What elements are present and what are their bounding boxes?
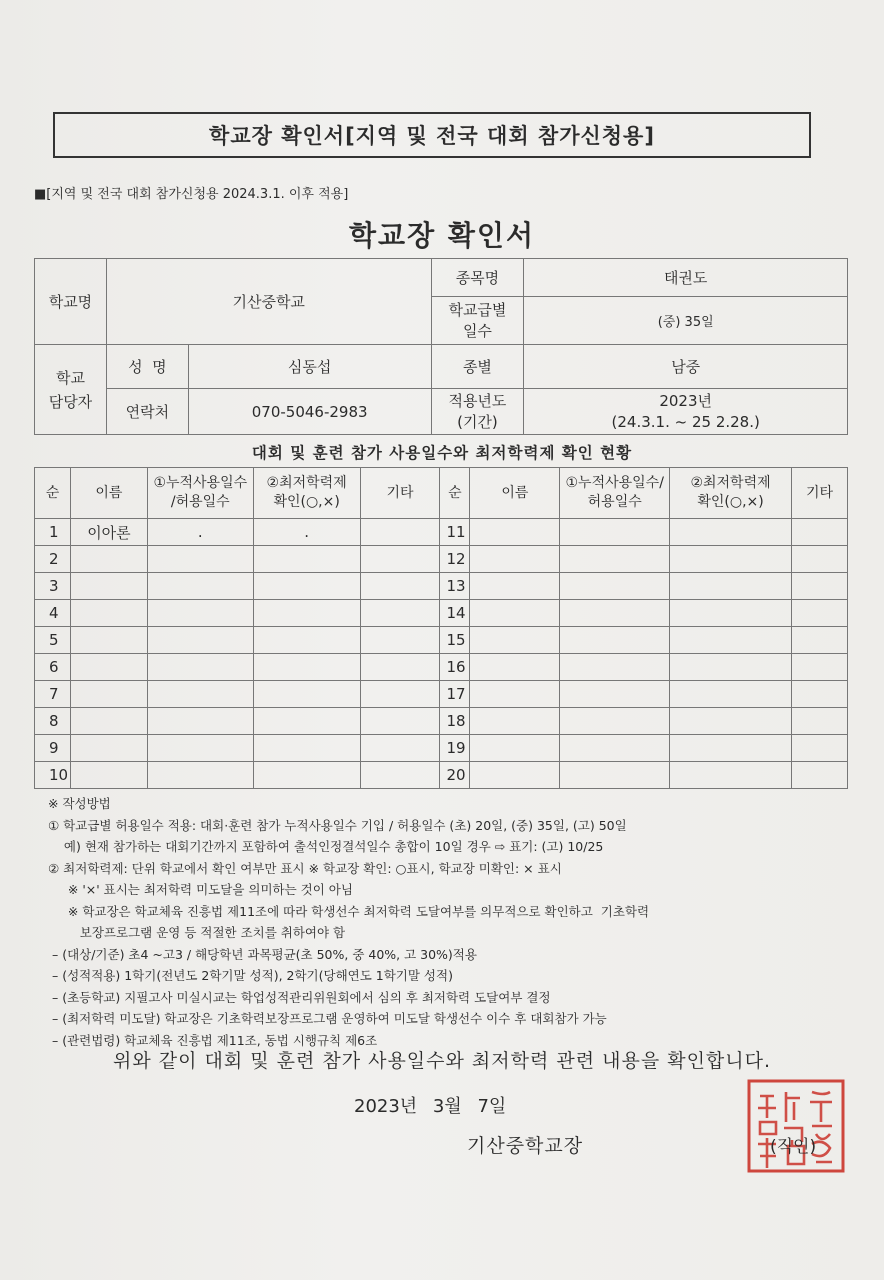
min-grade-check-right [670, 654, 792, 681]
writing-guide [48, 793, 848, 1051]
row-number: 8 [35, 708, 71, 735]
table-row [35, 654, 848, 681]
category-label: 종별 [431, 345, 524, 389]
etc-cell [360, 573, 440, 600]
category-value: 남중 [524, 345, 848, 389]
student-name: 이아론 [70, 519, 147, 546]
student-name [70, 627, 147, 654]
table-row [35, 600, 848, 627]
student-name [70, 573, 147, 600]
year-label: 적용년도 (기간) [431, 389, 524, 435]
guide-line: – (대상/기준) 초4 ~고3 / 해당학년 과목평균(초 50%, 중 40%, 고 30%)적용 [48, 946, 477, 962]
etc-cell-right [791, 762, 847, 789]
days-used-right [560, 519, 670, 546]
row-number: 1 [35, 519, 71, 546]
table-row [35, 573, 848, 600]
student-name-right [470, 735, 560, 762]
days-used [147, 573, 253, 600]
days-used [147, 681, 253, 708]
etc-cell [360, 654, 440, 681]
guide-line: ① 학교급별 허용일수 적용: 대회·훈련 참가 누적사용일수 기입 / 허용일수 (초) 20일, (중) 35일, (고) 50일 [48, 817, 627, 833]
header-min-grade: ②최저학력제 확인(○,×) [253, 468, 360, 519]
header-etc: 기타 [360, 468, 440, 519]
row-number-right: 13 [440, 573, 470, 600]
days-used [147, 735, 253, 762]
min-grade-check-right [670, 600, 792, 627]
manager-label: 학교 담당자 [35, 345, 107, 435]
days-used-right [560, 573, 670, 600]
school-label: 학교명 [35, 259, 107, 345]
event-label: 종목명 [431, 259, 524, 297]
table-row [35, 546, 848, 573]
guide-line: – (성적적용) 1학기(전년도 2학기말 성적), 2학기(당해연도 1학기말 성적) [48, 968, 453, 983]
guide-line: ※ 작성방법 [48, 796, 111, 811]
min-grade-check-right [670, 708, 792, 735]
min-grade-check: . [253, 519, 360, 546]
contact-label: 연락처 [106, 389, 188, 435]
confirmation-statement: 위와 같이 대회 및 훈련 참가 사용일수와 최저학력 관련 내용을 확인합니다. [112, 1050, 772, 1072]
section-title: 대회 및 훈련 참가 사용일수와 최저학력제 확인 현황 [251, 444, 633, 462]
issue-date: 2023년 3월 7일 [354, 1096, 507, 1117]
header-name: 이름 [70, 468, 147, 519]
min-grade-check [253, 735, 360, 762]
table-row [35, 735, 848, 762]
days-label: 학교급별 일수 [431, 297, 524, 345]
etc-cell [360, 762, 440, 789]
etc-cell-right [791, 681, 847, 708]
principal-name: 기산중학교장 [467, 1135, 584, 1157]
row-number: 6 [35, 654, 71, 681]
days-used-right [560, 546, 670, 573]
days-value: (중) 35일 [524, 297, 848, 345]
student-name [70, 654, 147, 681]
student-name-right [470, 708, 560, 735]
row-number: 2 [35, 546, 71, 573]
guide-line: ※ 학교장은 학교체육 진흥법 제11조에 따라 학생선수 최저학력 도달여부를 의무적으로 확인하고 기초학력 [48, 903, 650, 919]
guide-line: 예) 현재 참가하는 대회기간까지 포함하여 출석인정결석일수 총합이 10일 경우 ⇨ 표기: (고) 10/25 [48, 839, 604, 854]
row-number-right: 17 [440, 681, 470, 708]
days-used-right [560, 627, 670, 654]
row-number-right: 11 [440, 519, 470, 546]
days-used [147, 546, 253, 573]
row-number: 3 [35, 573, 71, 600]
days-used-right [560, 654, 670, 681]
document-title: 학교장 확인서[지역 및 전국 대회 참가신청용] [53, 112, 811, 158]
days-used-right [560, 600, 670, 627]
student-name-right [470, 600, 560, 627]
row-number-right: 14 [440, 600, 470, 627]
etc-cell [360, 681, 440, 708]
row-number-right: 16 [440, 654, 470, 681]
student-name [70, 681, 147, 708]
student-name [70, 600, 147, 627]
info-table [34, 258, 848, 435]
etc-cell-right [791, 573, 847, 600]
table-row [35, 762, 848, 789]
row-number-right: 19 [440, 735, 470, 762]
etc-cell [360, 546, 440, 573]
header-days: ①누적사용일수 /허용일수 [147, 468, 253, 519]
header-min-grade-right: ②최저학력제 확인(○,×) [670, 468, 792, 519]
min-grade-check [253, 681, 360, 708]
header-name-right: 이름 [470, 468, 560, 519]
row-number: 7 [35, 681, 71, 708]
student-name-right [470, 627, 560, 654]
days-used-right [560, 681, 670, 708]
etc-cell-right [791, 600, 847, 627]
etc-cell [360, 708, 440, 735]
student-name [70, 546, 147, 573]
row-number: 10 [35, 762, 71, 789]
row-number: 4 [35, 600, 71, 627]
row-number-right: 15 [440, 627, 470, 654]
student-name [70, 735, 147, 762]
etc-cell [360, 519, 440, 546]
days-used-right [560, 762, 670, 789]
days-used: . [147, 519, 253, 546]
row-number-right: 18 [440, 708, 470, 735]
min-grade-check-right [670, 735, 792, 762]
student-name-right [470, 573, 560, 600]
min-grade-check [253, 654, 360, 681]
min-grade-check [253, 546, 360, 573]
guide-line: ※ '×' 표시는 최저학력 미도달을 의미하는 것이 아님 [48, 882, 353, 897]
etc-cell [360, 735, 440, 762]
guide-line: – (최저학력 미도달) 학교장은 기초학력보장프로그램 운영하여 미도달 학생선수 이수 후 대회참가 가능 [48, 1011, 607, 1026]
school-value: 기산중학교 [106, 259, 431, 345]
row-number: 5 [35, 627, 71, 654]
guide-line: – (초등학교) 지필고사 미실시교는 학업성적관리위원회에서 심의 후 최저학력 도달여부 결정 [48, 989, 551, 1005]
etc-cell [360, 627, 440, 654]
header-etc-right: 기타 [791, 468, 847, 519]
table-row [35, 708, 848, 735]
main-title: 학교장 확인서 [348, 219, 536, 252]
event-value: 태권도 [524, 259, 848, 297]
min-grade-check-right [670, 762, 792, 789]
min-grade-check-right [670, 546, 792, 573]
etc-cell-right [791, 735, 847, 762]
row-number: 9 [35, 735, 71, 762]
guide-line: – (관련법령) 학교체육 진흥법 제11조, 동법 시행규칙 제6조 [48, 1032, 378, 1048]
etc-cell-right [791, 519, 847, 546]
days-used [147, 708, 253, 735]
etc-cell-right [791, 546, 847, 573]
days-used-right [560, 735, 670, 762]
table-row [35, 627, 848, 654]
days-used [147, 600, 253, 627]
etc-cell-right [791, 708, 847, 735]
min-grade-check [253, 627, 360, 654]
etc-cell-right [791, 654, 847, 681]
min-grade-check [253, 708, 360, 735]
table-header-row [35, 468, 848, 519]
etc-cell [360, 600, 440, 627]
official-seal-label: (직인) [770, 1137, 817, 1157]
header-no: 순 [35, 468, 71, 519]
days-used [147, 654, 253, 681]
name-value: 심동섭 [188, 345, 431, 389]
guide-line: 보장프로그램 운영 등 적절한 조치를 취하여야 함 [48, 925, 346, 940]
school-seal-stamp [746, 1078, 846, 1174]
days-used [147, 627, 253, 654]
row-number-right: 20 [440, 762, 470, 789]
min-grade-check-right [670, 573, 792, 600]
header-days-right: ①누적사용일수/ 허용일수 [560, 468, 670, 519]
min-grade-check-right [670, 519, 792, 546]
days-used-right [560, 708, 670, 735]
student-name-right [470, 654, 560, 681]
min-grade-check [253, 573, 360, 600]
min-grade-check-right [670, 681, 792, 708]
etc-cell-right [791, 627, 847, 654]
row-number-right: 12 [440, 546, 470, 573]
guide-line: ② 최저학력제: 단위 학교에서 확인 여부만 표시 ※ 학교장 확인: ○표시, 학교장 미확인: × 표시 [48, 860, 562, 876]
min-grade-check [253, 600, 360, 627]
year-value: 2023년 (24.3.1. ~ 25 2.28.) [524, 389, 848, 435]
name-label: 성 명 [106, 345, 188, 389]
student-name-right [470, 519, 560, 546]
table-row [35, 519, 848, 546]
applicability-note: ■[지역 및 전국 대회 참가신청용 2024.3.1. 이후 적용] [34, 187, 349, 202]
students-table [34, 467, 848, 789]
days-used [147, 762, 253, 789]
student-name-right [470, 681, 560, 708]
student-name-right [470, 546, 560, 573]
header-no-right: 순 [440, 468, 470, 519]
student-name [70, 708, 147, 735]
table-row [35, 681, 848, 708]
min-grade-check-right [670, 627, 792, 654]
student-name-right [470, 762, 560, 789]
contact-value: 070-5046-2983 [188, 389, 431, 435]
min-grade-check [253, 762, 360, 789]
student-name [70, 762, 147, 789]
